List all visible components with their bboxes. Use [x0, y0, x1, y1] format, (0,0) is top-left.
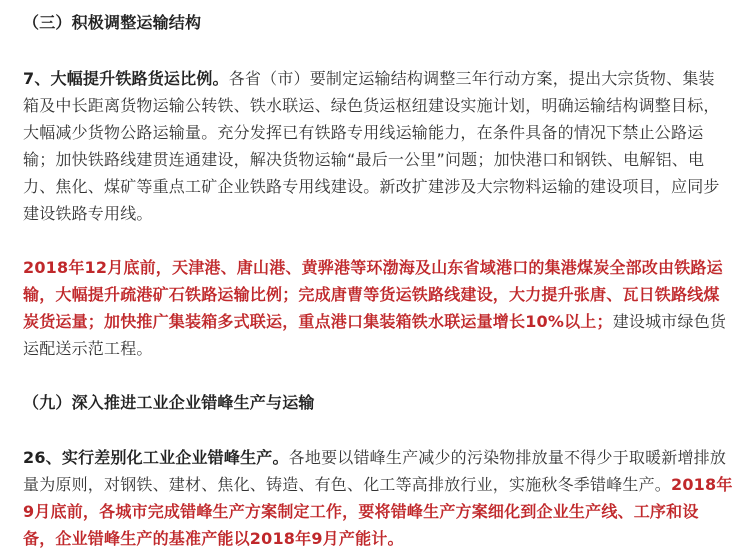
paragraph-7-line-3: 大幅减少货物公路运输量。充分发挥已有铁路专用线运输能力，在条件具备的情况下禁止公路运 [23, 123, 704, 142]
paragraph-7-line-6: 建设铁路专用线。 [23, 204, 153, 223]
paragraph-26-line-1 [23, 448, 727, 468]
paragraph-26-text-2: 量为原则，对钢铁、建材、焦化、铸造、有色、化工等高排放行业，实施秋冬季错峰生产。 [23, 475, 672, 494]
paragraph-26-line-3: 9月底前，各城市完成错峰生产方案制定工作，要将错峰生产方案细化到企业生产线、工序和设 [23, 502, 699, 521]
paragraph-26-lead: 26、实行差别化工业企业错峰生产。 [23, 448, 289, 467]
highlight-text: 炭货运量；加快推广集装箱多式联运，重点港口集装箱铁水联运量增长10%以上； [23, 312, 613, 331]
paragraph-7-line-4: 输；加快铁路线建贯连通建设，解决货物运输“最后一公里”问题；加快港口和钢铁、电解铝、电 [23, 150, 705, 169]
paragraph-26-red-start: 2018年 [671, 475, 733, 494]
paragraph-26-line-4: 备，企业错峰生产的基准产能以2018年9月产能计。 [23, 529, 404, 548]
section-heading-3: （三）积极调整运输结构 [23, 13, 202, 32]
paragraph-26-text: 各地要以错峰生产减少的污染物排放量不得少于取暖新增排放 [288, 448, 727, 467]
highlight-line-3 [23, 312, 727, 332]
paragraph-7-text: 各省（市）要制定运输结构调整三年行动方案，提出大宗货物、集装 [228, 69, 715, 88]
highlight-line-2: 输，大幅提升疏港矿石铁路运输比例；完成唐曹等货运铁路线建设，大力提升张唐、瓦日铁路线煤 [23, 285, 720, 304]
paragraph-7-line-2: 箱及中长距离货物运输公转铁、铁水联运、绿色货运枢纽建设实施计划，明确运输结构调整目标， [23, 96, 720, 115]
paragraph-26-line-2 [23, 475, 733, 495]
paragraph-7-line-1 [23, 69, 715, 89]
plain-tail-text: 建设城市绿色货 [612, 312, 727, 331]
paragraph-7-line-5: 力、焦化、煤矿等重点工矿企业铁路专用线建设。新改扩建涉及大宗物料运输的建设项目，应同步 [23, 177, 720, 196]
highlight-line-4: 运配送示范工程。 [23, 339, 153, 358]
section-heading-9: （九）深入推进工业企业错峰生产与运输 [23, 393, 315, 412]
paragraph-7-lead: 7、大幅提升铁路货运比例。 [23, 69, 229, 88]
highlight-line-1: 2018年12月底前，天津港、唐山港、黄骅港等环渤海及山东省域港口的集港煤炭全部改由铁路运 [23, 258, 723, 277]
